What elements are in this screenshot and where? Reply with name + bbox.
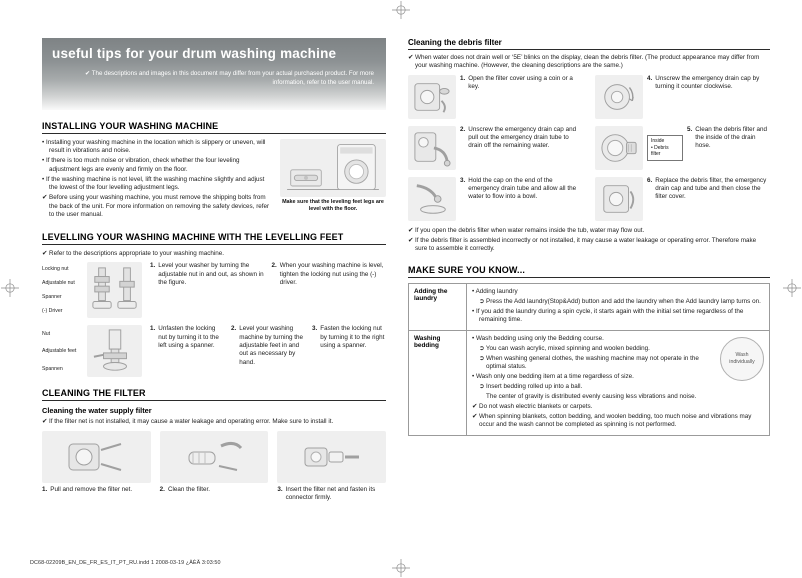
section-heading-levelling: LEVELLING YOUR WASHING MACHINE WITH THE LEVELLING FEET — [42, 232, 386, 245]
step-number: 6. — [647, 176, 653, 184]
filter-note: ✔ If the filter net is not installed, it may cause a water leakage and operating error. Make sure to install it. — [42, 418, 334, 426]
page-title: useful tips for your drum washing machine — [52, 46, 337, 61]
step-text: Level your washing machine by turning the adjustable feet in and out as necessary by hand. — [239, 325, 303, 366]
debris-step-3 — [408, 177, 583, 221]
diagram-labels — [42, 262, 84, 318]
row-content — [467, 330, 770, 435]
row-label: Adding the laundry — [409, 283, 467, 330]
step-number: 5. — [687, 125, 693, 133]
step-text: Hold the cap on the end of the emergency drain tube and allow all the water to flow into a bowl. — [468, 176, 577, 201]
step-text: Clean the debris filter and the inside of the drain hose. — [695, 125, 768, 150]
step-item — [460, 126, 583, 170]
levelling-steps-2 — [150, 325, 386, 377]
step-text: When your washing machine is level, tighten the locking nut using the (-) driver. — [279, 262, 384, 286]
step-text: Level your washer by turning the adjustable nut in and out, as shown in the figure. — [158, 262, 264, 286]
step-number: 2. — [460, 125, 466, 133]
diagram-label: Spanner — [42, 294, 62, 301]
debris-step-4-illustration — [595, 75, 643, 119]
table-line: • If you add the laundry during a spin cycle, it starts again with the initial set time regardless of the remaining time. — [472, 307, 744, 323]
levelling-intro: ✔ Refer to the descriptions appropriate to your washing machine. — [42, 249, 225, 257]
installing-figure-caption: Make sure that the leveling feet legs are level with the floor. — [282, 199, 384, 213]
step-text: Unscrew the emergency drain cap by turning it counter clockwise. — [655, 74, 760, 91]
section-heading-make-sure: MAKE SURE YOU KNOW... — [408, 265, 770, 278]
row-label: Washing bedding — [409, 330, 467, 435]
step-item — [272, 262, 387, 318]
debris-step-1 — [408, 75, 583, 119]
debris-note: ✔ When water does not drain well or ‘5E’ blinks on the display, clean the debris filter. (The product appearance may differ from your washing machine. (However, the cleaning descriptions are the same.) — [408, 54, 760, 70]
section-heading-installing: INSTALLING YOUR WASHING MACHINE — [42, 121, 386, 134]
step-text: Replace the debris filter, the emergency drain cap and tube and then close the filter cover. — [655, 176, 767, 201]
debris-step-5 — [595, 126, 770, 170]
step-text: Unscrew the emergency drain cap and pull out the emergency drain tube to drain off the remaining water. — [468, 125, 577, 150]
debris-warnings — [408, 227, 770, 254]
adjustable-feet-illustration — [87, 325, 142, 377]
bullet-item: • Installing your washing machine in the location which is slippery or uneven, will result in vibrations and noise. — [42, 139, 266, 155]
levelling-diagram-2 — [42, 325, 142, 377]
step-number: 3. — [312, 325, 318, 333]
registration-mark-right — [783, 279, 801, 297]
diagram-label: (-) Driver — [42, 308, 63, 315]
filter-captions — [42, 486, 386, 503]
bullet-item: • If there is too much noise or vibration, check whether the four leveling adjustment legs are evenly and firmly on the floor. — [42, 157, 240, 173]
note-item: ✔ Before using your washing machine, you must remove the shipping bolts from the back of the unit. For more information on removing the safety devices, refer to the user manual. — [42, 194, 270, 218]
warning-item: ✔ If you open the debris filter when water remains inside the tub, water may flow out. — [408, 226, 645, 234]
section-heading-debris-filter: Cleaning the debris filter — [408, 38, 770, 50]
debris-step-1-illustration — [408, 75, 456, 119]
left-column — [42, 38, 386, 502]
debris-step-4 — [595, 75, 770, 119]
table-row-washing-bedding — [409, 330, 770, 435]
levelling-steps-1 — [150, 262, 386, 318]
levelling-diagram-1 — [42, 262, 142, 318]
step-text: Clean the filter. — [167, 485, 210, 493]
table-line: ✔ When spinning blankets, cotton bedding, and woolen bedding, too much noise and vibrations may occur and the wash cannot be completed as spinning is not performed. — [472, 412, 752, 429]
table-line: • Wash only one bedding item at a time regardless of size. — [472, 373, 634, 381]
inside-debris-filter-label — [647, 135, 683, 161]
debris-step-5-illustration — [595, 126, 643, 170]
step-item — [160, 486, 269, 503]
table-row-adding-laundry — [409, 283, 770, 330]
title-banner — [42, 38, 386, 110]
wash-individually-badge: Wash individually — [720, 337, 764, 381]
print-footer: DC68-02209B_EN_DE_FR_ES_IT_PT_RU.indd 1 2008-03-19 ¿ÀÈÄ 3:03:50 — [30, 560, 221, 566]
debris-step-2 — [408, 126, 583, 170]
filter-step-2-illustration — [160, 431, 269, 483]
table-line: ✔ Do not wash electric blankets or carpets. — [472, 403, 593, 410]
step-item — [150, 325, 224, 377]
bullet-item: • If the washing machine is not level, lift the washing machine slightly and adjust the lowest of the four levelling adjustment legs. — [42, 175, 265, 192]
step-item — [42, 486, 151, 503]
registration-mark-bottom — [392, 559, 410, 577]
table-line: The center of gravity is distributed evenly causing less vibrations and noise. — [486, 393, 697, 401]
table-line: ➲ Press the Add laundry(Stop&Add) button and add the laundry when the Add laundry lamp turns on. — [479, 297, 761, 305]
step-item — [687, 126, 770, 170]
step-number: 1. — [460, 74, 466, 82]
step-text: Unfasten the locking nut by turning it to the left using a spanner. — [158, 325, 219, 349]
debris-step-3-illustration — [408, 177, 456, 221]
step-item — [460, 177, 583, 221]
step-number: 4. — [647, 74, 653, 82]
inside-label-title: Inside — [651, 137, 665, 144]
table-line: ➲ Insert bedding rolled up into a ball. — [479, 383, 583, 391]
right-column — [408, 38, 770, 436]
levelling-row-1 — [42, 262, 386, 318]
diagram-label: Adjustable feet — [42, 348, 77, 355]
step-text: Fasten the locking nut by turning it to the right using a spanner. — [320, 325, 385, 349]
step-item — [231, 325, 305, 377]
subheading-water-supply-filter: Cleaning the water supply filter — [42, 406, 152, 416]
diagram-label: Spannen — [42, 365, 63, 372]
step-item — [312, 325, 386, 377]
step-text: Pull and remove the filter net. — [50, 485, 133, 493]
debris-step-6-illustration — [595, 177, 643, 221]
table-line: ➲ When washing general clothes, the washing machine may not operate in the optimal status. — [479, 354, 699, 371]
table-line: • Adding laundry — [472, 287, 518, 295]
step-number: 1. — [150, 325, 156, 333]
step-number: 2. — [271, 262, 277, 270]
installing-bullets — [42, 139, 272, 221]
step-item — [277, 486, 386, 503]
warning-item: ✔ If the debris filter is assembled incorrectly or not installed, it may cause a water leakage or operating error. Therefore make sure to assemble it correctly. — [408, 236, 757, 253]
step-number: 1. — [150, 262, 156, 270]
step-item — [460, 75, 583, 119]
filter-step-3-illustration — [277, 431, 386, 483]
washer-illustration — [280, 139, 386, 197]
diagram-label: Nut — [42, 330, 51, 337]
step-text: Open the filter cover using a coin or a key. — [468, 74, 573, 91]
installing-content — [42, 139, 386, 221]
table-line: • Wash bedding using only the Bedding course. — [472, 334, 604, 342]
registration-mark-top — [392, 1, 410, 19]
debris-step-6 — [595, 177, 770, 221]
make-sure-table — [408, 283, 770, 437]
step-item — [647, 75, 770, 119]
section-heading-cleaning-filter: CLEANING THE FILTER — [42, 388, 386, 401]
step-item — [150, 262, 265, 318]
debris-step-2-illustration — [408, 126, 456, 170]
adjustable-nut-illustration — [87, 262, 142, 318]
inside-label-item: • Debris filter — [651, 144, 669, 158]
row-content — [467, 283, 770, 330]
levelling-row-2 — [42, 325, 386, 377]
registration-mark-left — [1, 279, 19, 297]
installing-figure — [280, 139, 386, 221]
diagram-labels — [42, 325, 84, 377]
table-line: ➲ You can wash acrylic, mixed spinning and woolen bedding. — [479, 344, 650, 352]
step-number: 2. — [231, 325, 237, 333]
filter-figures — [42, 431, 386, 483]
step-number: 2. — [159, 485, 165, 493]
filter-step-1-illustration — [42, 431, 151, 483]
banner-note: ✔ The descriptions and images in this document may differ from your actual purchased product. For more information, refer to the user manual. — [84, 70, 374, 87]
debris-steps-grid — [408, 75, 770, 221]
diagram-label: Adjustable nut — [42, 280, 75, 287]
step-number: 1. — [42, 485, 48, 493]
step-text: Insert the filter net and fasten its connector firmly. — [285, 485, 376, 502]
step-number: 3. — [460, 176, 466, 184]
diagram-label: Locking nut — [42, 266, 69, 273]
step-item — [647, 177, 770, 221]
step-number: 3. — [277, 485, 283, 493]
